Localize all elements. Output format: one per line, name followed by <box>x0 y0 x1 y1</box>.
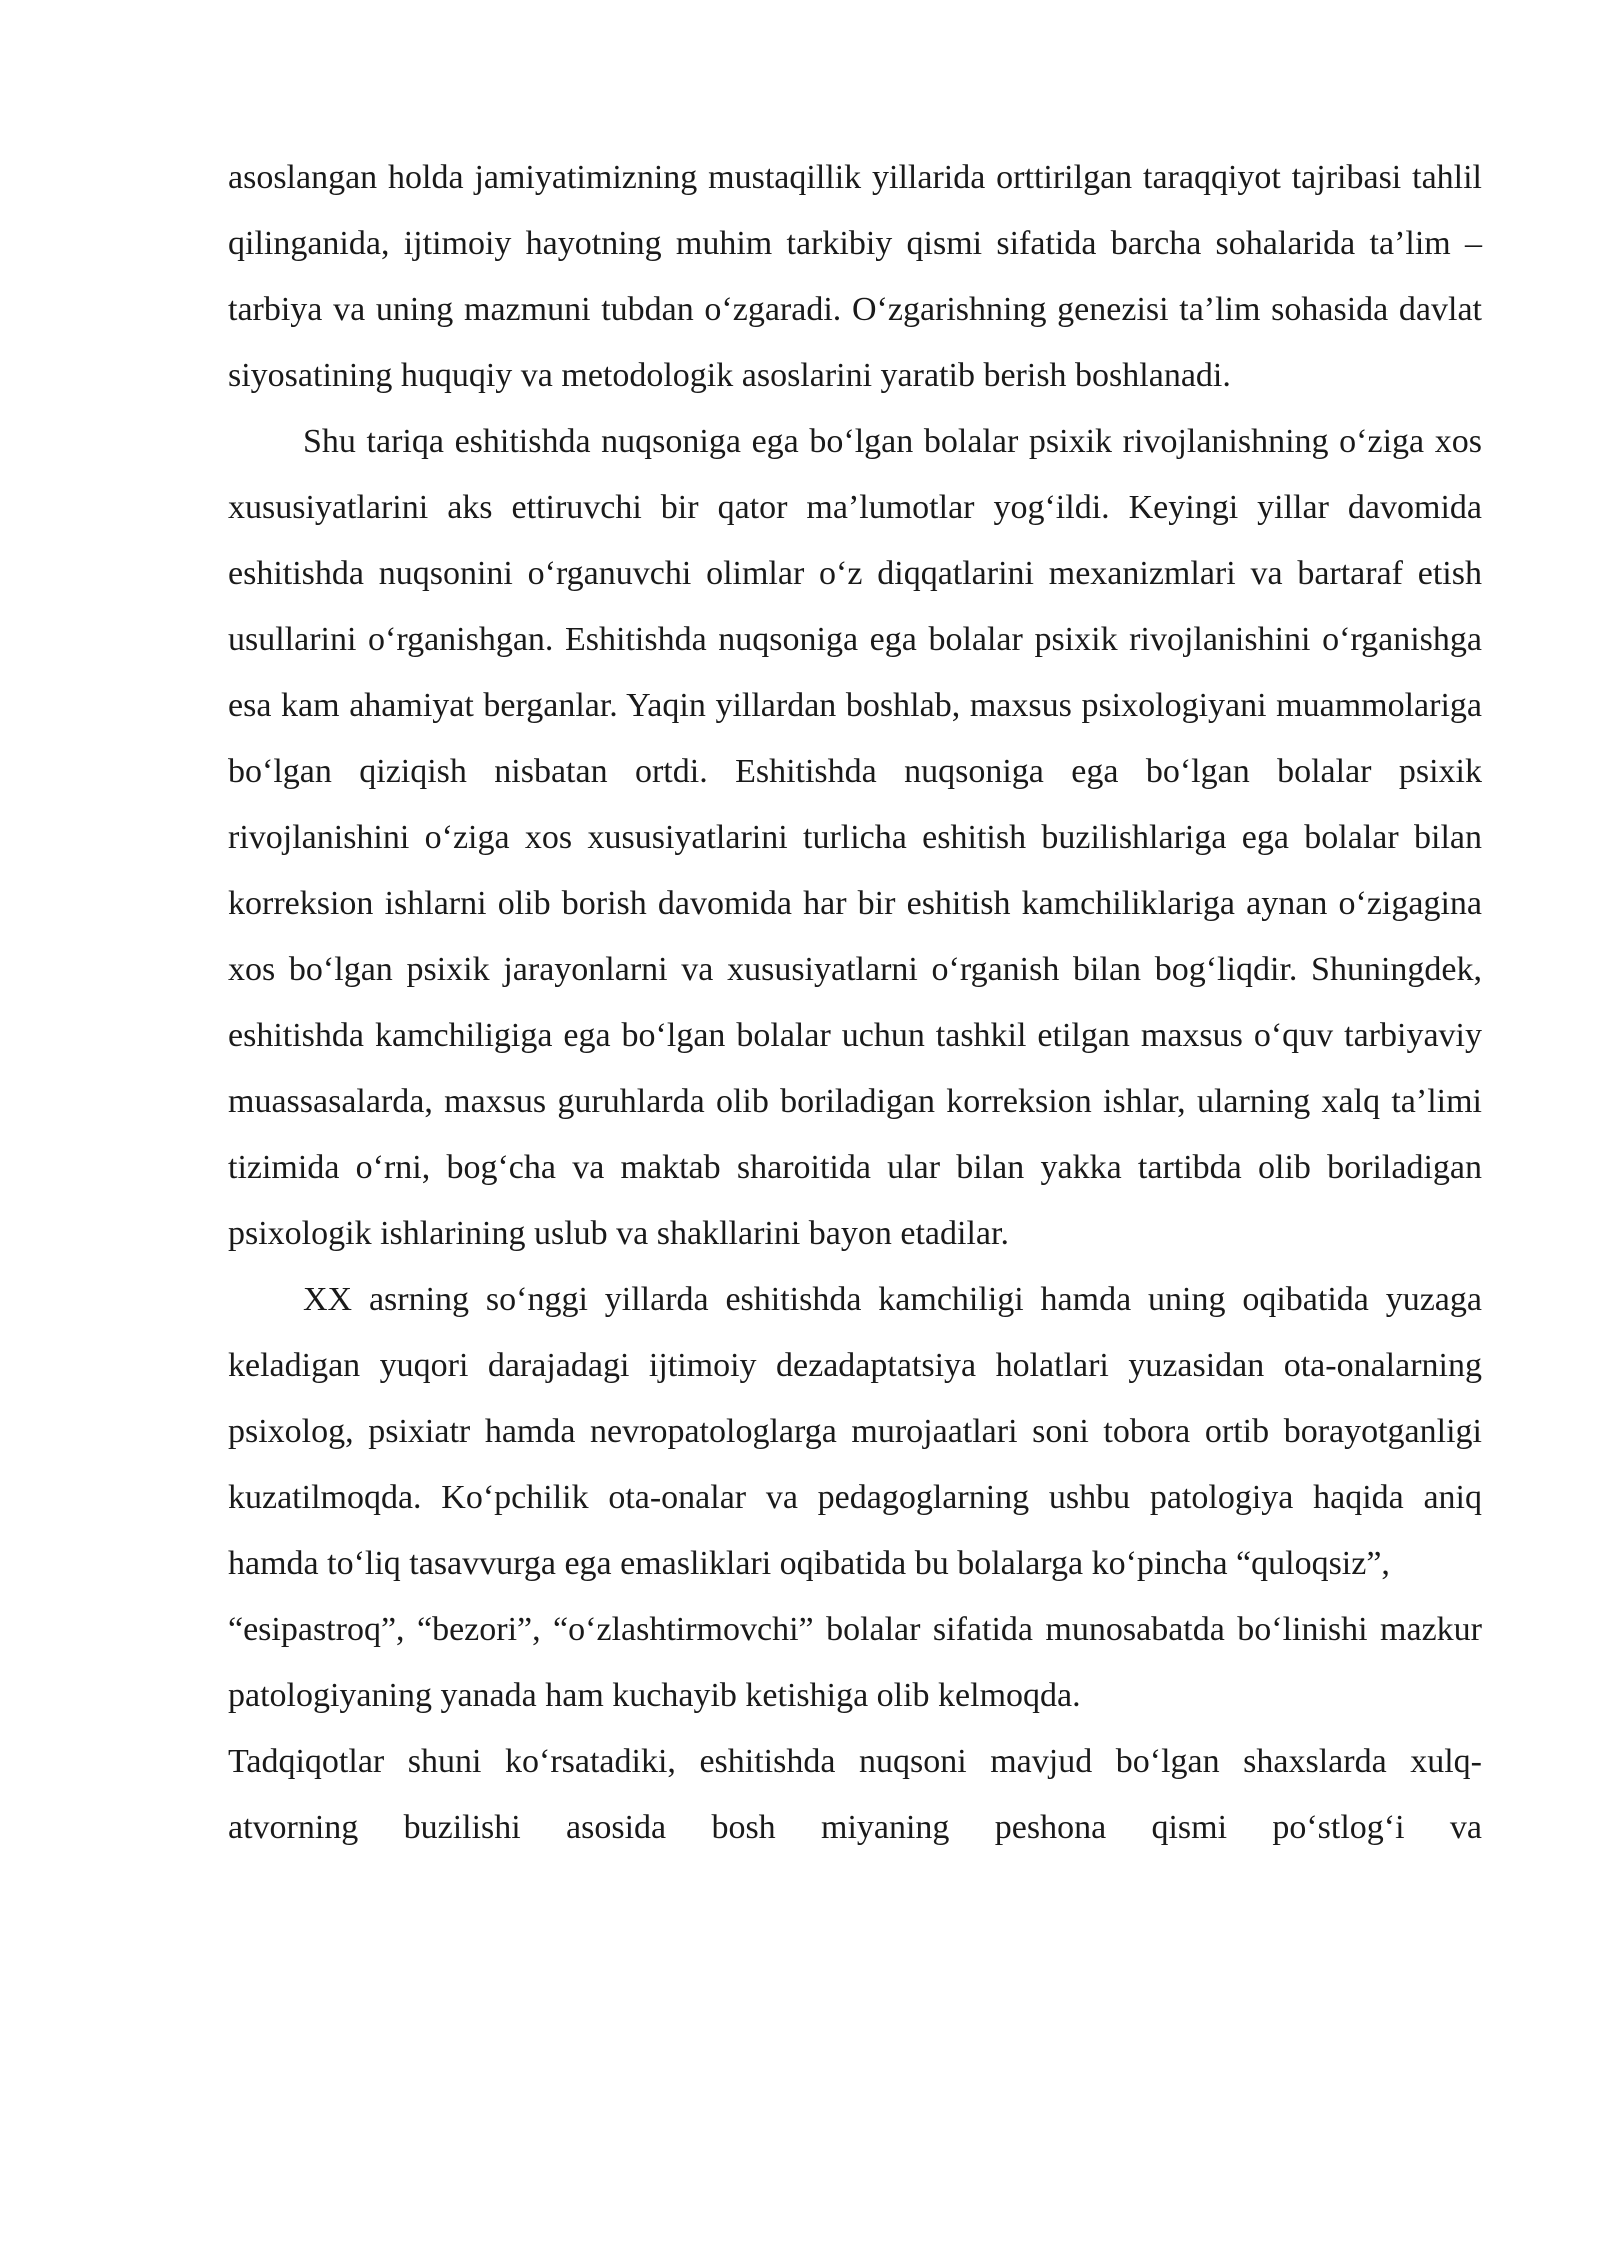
paragraph-2: Shu tariqa eshitishda nuqsoniga ega bo‘lgan bolalar psixik rivojlanishning o‘ziga xos xususiyatlarini aks ettiruvchi bir qator ma’lumotlar yog‘ildi. Keyingi yillar davomida eshitishda nuqsonini o‘rganuvchi olimlar o‘z diqqatlarini mexanizmlari va bartaraf etish usullarini o‘rganishgan. Eshitishda nuqsoniga ega bolalar psixik rivojlanishini o‘rganishga esa kam ahamiyat berganlar. Yaqin yillardan boshlab, maxsus psixologiyani muammolariga bo‘lgan qiziqish nisbatan ortdi. Eshitishda nuqsoniga ega bo‘lgan bolalar psixik rivojlanishini o‘ziga xos xususiyatlarini turlicha eshitish buzilishlariga ega bolalar bilan korreksion ishlarni olib borish davomida har bir eshitish kamchiliklariga aynan o‘zigagina xos bo‘lgan psixik jarayonlarni va xususiyatlarni o‘rganish bilan bog‘liqdir. Shuningdek, eshitishda kamchiligiga ega bo‘lgan bolalar uchun tashkil etilgan maxsus o‘quv tarbiyaviy muassasalarda, maxsus guruhlarda olib boriladigan korreksion ishlar, ularning xalq ta’limi tizimida o‘rni, bog‘cha va maktab sharoitida ular bilan yakka tartibda olib boriladigan psixologik ishlarining uslub va shakllarini bayon etadilar. <box>228 423 1482 1252</box>
document-page <box>228 145 1482 1861</box>
paragraph-5: Tadqiqotlar shuni ko‘rsatadiki, eshitishda nuqsoni mavjud bo‘lgan shaxslarda xulq-atvorning buzilishi asosida bosh miyaning peshona qismi po‘stlog‘i va <box>228 1743 1482 1846</box>
paragraph-3: XX asrning so‘nggi yillarda eshitishda kamchiligi hamda uning oqibatida yuzaga keladigan yuqori darajadagi ijtimoiy dezadaptatsiya holatlari yuzasidan ota-onalarning psixolog, psixiatr hamda nevropatologlarga murojaatlari soni tobora ortib borayotganligi kuzatilmoqda. Ko‘pchilik ota-onalar va pedagoglarning ushbu patologiya haqida aniq hamda to‘liq tasavvurga ega emasliklari oqibatida bu bolalarga ko‘pincha “quloqsiz”, <box>228 1281 1482 1582</box>
paragraph-4: “esipastroq”, “bezori”, “o‘zlashtirmovchi” bolalar sifatida munosabatda bo‘linishi mazkur patologiyaning yanada ham kuchayib ketishiga olib kelmoqda. <box>228 1611 1482 1714</box>
paragraph-1: asoslangan holda jamiyatimizning mustaqillik yillarida orttirilgan taraqqiyot tajribasi tahlil qilinganida, ijtimoiy hayotning muhim tarkibiy qismi sifatida barcha sohalarida ta’lim – tarbiya va uning mazmuni tubdan o‘zgaradi. O‘zgarishning genezisi ta’lim sohasida davlat siyosatining huquqiy va metodologik asoslarini yaratib berish boshlanadi. <box>228 159 1482 394</box>
